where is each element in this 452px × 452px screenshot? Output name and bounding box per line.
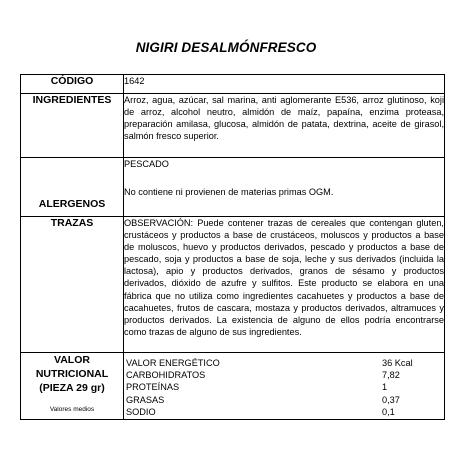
nutrient-value: 0,1 — [382, 406, 395, 417]
nutricional-cell — [124, 353, 445, 420]
table-row-ingredientes — [21, 94, 445, 158]
nutrition-row — [124, 357, 444, 369]
nutrient-name: GRASAS — [126, 394, 165, 405]
alergenos-cell — [124, 158, 445, 217]
nutrient-name: CARBOHIDRATOS — [126, 370, 206, 381]
nutricional-label-line1: VALOR — [54, 354, 90, 366]
nutrient-value: 36 Kcal — [382, 358, 413, 368]
nutricional-label-line2: NUTRICIONAL — [35, 368, 109, 380]
nutrient-name: VALOR ENERGÉTICO — [126, 358, 220, 368]
nutrient-value: 1 — [382, 382, 388, 393]
nutrient-value: 7,82 — [382, 370, 400, 381]
ingredientes-value: Arroz, agua, azúcar, sal marina, anti aglomerante E536, arroz glutinoso, koji de arroz, alcohol neutro, almidón de maíz, papaína, enzima proteasa, preparación amilasa, glucosa, almidón de patata, dextrina, aceite de girasol, salmón fresco superior. — [124, 94, 445, 158]
nutricional-label — [21, 353, 124, 420]
nutricional-label-line3: (PIEZA 29 gr) — [39, 382, 105, 394]
ingredientes-label: INGREDIENTES — [21, 94, 124, 158]
table-row-trazas — [21, 217, 445, 353]
trazas-label: TRAZAS — [21, 217, 124, 353]
page-title: NIGIRI DESALMÓNFRESCO — [135, 40, 317, 55]
nutrient-name: SODIO — [126, 406, 156, 417]
product-sheet-table — [20, 74, 445, 420]
alergenos-value: PESCADO — [124, 159, 169, 169]
alergenos-label: ALERGENOS — [21, 158, 124, 217]
nutrition-row — [124, 369, 444, 381]
alergenos-note: No contiene ni provienen de materias primas OGM. — [124, 187, 334, 197]
nutrition-row — [124, 394, 444, 406]
nutrition-row — [124, 381, 444, 393]
nutricional-note: Valores medios — [49, 406, 95, 413]
trazas-value: OBSERVACIÓN: Puede contener trazas de cereales que contengan gluten, crustáceos y productos a base de crustáceos, moluscos y productos a base de moluscos, huevo y productos derivados, pescado y productos a base de pescado, soja y productos a base de soja, leche y sus derivados (incluida la lactosa), apio y productos derivados, granos de sésamo y productos derivados, dióxido de azufre y sulfitos. Este producto se elabora en una fábrica que no utiliza como ingredientes cacahuetes y productos a base de cacahuetes, frutos de cascara, mostaza y productos derivados, altramuces y productos derivados. La existencia de alguno de ellos podría encontrarse como trazas de alguno de sus ingredientes. — [124, 217, 445, 353]
table-row-codigo — [21, 75, 445, 94]
codigo-label: CÓDIGO — [21, 75, 124, 94]
table-row-nutricional — [21, 353, 445, 420]
codigo-value: 1642 — [124, 75, 445, 94]
table-row-alergenos — [21, 158, 445, 217]
nutrient-name: PROTEÍNAS — [126, 382, 180, 393]
nutrition-row — [124, 406, 444, 418]
nutrient-value: 0,37 — [382, 394, 400, 405]
nutrition-table — [124, 357, 444, 418]
